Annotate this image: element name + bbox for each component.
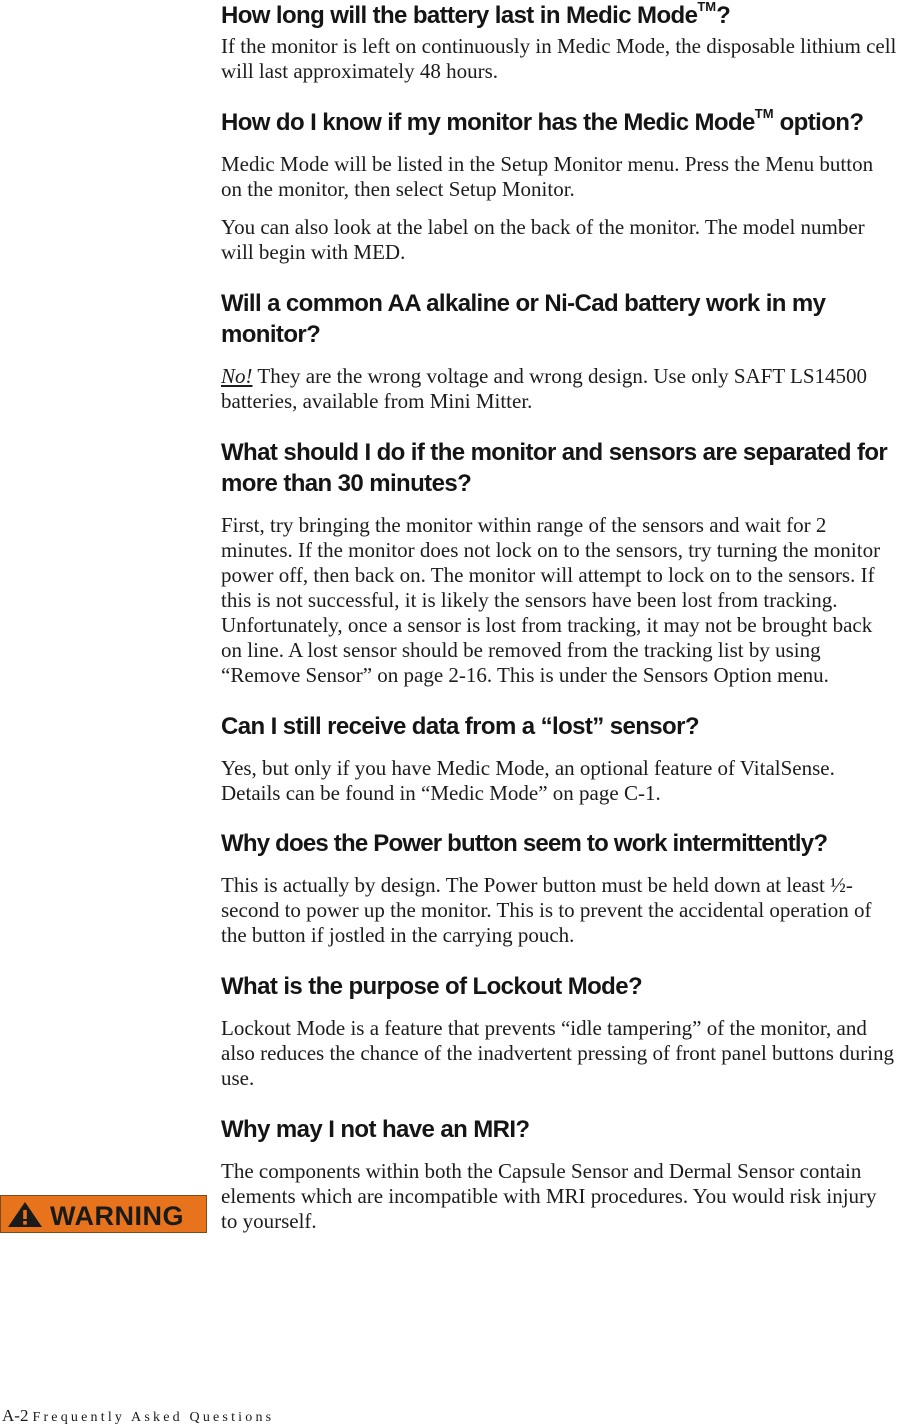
faq-item-mri: [221, 1114, 897, 1234]
faq-item-lockout-mode: [221, 971, 897, 1091]
faq-question: Can I still receive data from a “lost” sensor?: [221, 713, 699, 740]
faq-answer: If the monitor is left on continuously in Medic Mode, the disposable lithium cell will last approximately 48 hours.: [221, 34, 897, 83]
faq-answer: Yes, but only if you have Medic Mode, an optional feature of VitalSense. Details can be found in “Medic Mode” on page C-1.: [221, 756, 835, 805]
faq-content: [221, 0, 897, 1234]
faq-question: Why may I not have an MRI?: [221, 1116, 530, 1143]
faq-answer: Medic Mode will be listed in the Setup Monitor menu. Press the Menu button on the monitor, then select Setup Monitor.: [221, 152, 874, 201]
section-title: Frequently Asked Questions: [32, 1410, 275, 1425]
faq-item-medic-mode-option: [221, 107, 897, 265]
faq-question: What should I do if the monitor and sensors are separated for more than 30 minutes?: [221, 439, 888, 497]
faq-answer: Lockout Mode is a feature that prevents “idle tampering” of the monitor, and also reduces the chance of the inadvertent pressing of front panel buttons during use.: [221, 1016, 894, 1090]
faq-question: How do I know if my monitor has the Medic Mode™ option?: [221, 106, 864, 136]
faq-answer: This is actually by design. The Power button must be held down at least ½-second to power up the monitor. This is to prevent the accidental operation of the button if jostled in the carrying pouch.: [221, 873, 872, 947]
faq-answer: First, try bringing the monitor within range of the sensors and wait for 2 minutes. If the monitor does not lock on to the sensors, try turning the monitor power off, then back on. The monitor will attempt to lock on to the sensors. If this is not successful, it is likely the sensors have been lost from tracking. Unfortunately, once a sensor is lost from tracking, it may not be brought back on line. A lost sensor should be removed from the tracking list by using “Remove Sensor” on page 2-16. This is under the Sensors Option menu.: [221, 513, 881, 687]
faq-answer: No! They are the wrong voltage and wrong design. Use only SAFT LS14500 batteries, available from Mini Mitter.: [221, 364, 868, 413]
faq-answer: You can also look at the label on the back of the monitor. The model number will begin with MED.: [221, 215, 865, 264]
faq-item-lost-sensor-data: [221, 711, 897, 806]
warning-text: WARNING: [49, 1201, 184, 1229]
page-number: A-2: [2, 1406, 29, 1425]
faq-item-battery-life: [221, 0, 897, 84]
faq-question: How long will the battery last in Medic Mode™?: [221, 0, 731, 29]
faq-answer: The components within both the Capsule Sensor and Dermal Sensor contain elements which are incompatible with MRI procedures. You would risk injury to yourself.: [221, 1159, 877, 1233]
faq-question: Will a common AA alkaline or Ni-Cad battery work in my monitor?: [221, 290, 826, 348]
faq-question: Why does the Power button seem to work intermittently?: [221, 830, 828, 857]
warning-triangle-icon: [6, 1199, 202, 1229]
answer-emphasis: No!: [221, 364, 253, 388]
trademark-mark: TM: [697, 0, 717, 14]
faq-question: What is the purpose of Lockout Mode?: [221, 973, 643, 1000]
page-footer: [2, 1406, 274, 1428]
faq-item-separated-sensors: [221, 437, 897, 688]
trademark-mark: TM: [754, 106, 774, 121]
faq-item-power-button: [221, 828, 897, 948]
warning-label: [0, 1195, 207, 1233]
faq-item-battery-type: [221, 288, 897, 414]
